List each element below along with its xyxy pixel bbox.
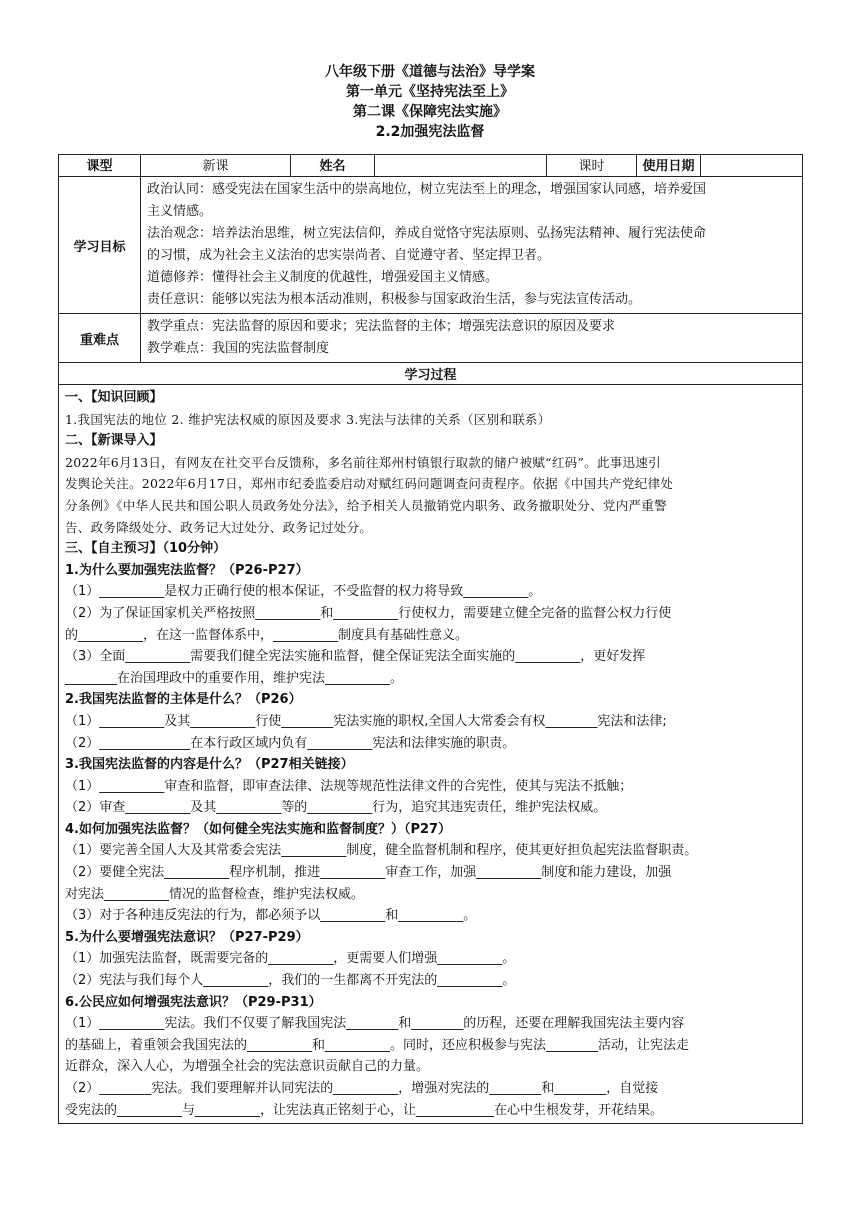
content-line: （1）__________及其__________行使________宪法实施的职权,全国人大常委会有权________宪法和法律; [65,713,667,729]
content-line: （2）宪法与我们每个人__________，我们的一生都离不开宪法的__________。 [65,973,516,989]
section-heading: 3.我国宪法监督的内容是什么？（P27相关链接） [65,757,354,773]
content-line: 受宪法的__________与__________，让宪法真正铭刻于心，让____________在心中生根发芽，开花结果。 [65,1102,664,1118]
content-line: 分条例》《中华人民共和国公职人员政务处分法》，给予相关人员撤销党内职务、政务撤职处分、党内严重警 [65,497,667,513]
section-heading: 4.如何加强宪法监督？（如何健全宪法实施和监督制度？）（P27） [65,821,452,837]
date-value[interactable] [701,155,803,177]
type-value: 新课 [141,155,291,177]
document-titles [0,62,860,142]
date-label: 使用日期 [637,155,701,177]
section-heading: 1.为什么要加强宪法监督？（P26-P27） [65,562,309,578]
content-line: 的基础上，着重领会我国宪法的__________和__________。同时，还应积极参与宪法________活动，让宪法走 [65,1037,690,1053]
process-body [59,385,803,1124]
title-line-2: 第一单元《坚持宪法至上》 [346,84,514,100]
difficulties-content [141,314,803,363]
content-line: （2）审查__________及其__________等的__________行为，追究其违宪责任，维护宪法权威。 [65,800,607,816]
process-title: 学习过程 [59,363,803,385]
content-line: 的__________，在这一监督体系中，__________制度具有基础性意义。 [65,627,469,643]
content-line: （2）要健全宪法__________程序机制，推进__________审查工作，加强__________制度和能力建设，加强 [65,865,672,881]
content-line: （1）__________宪法。我们不仅要了解我国宪法________和________的历程，还要在理解我国宪法主要内容 [65,1016,685,1032]
content-line: （3）对于各种违反宪法的行为，都必须予以__________和__________。 [65,908,477,924]
objective-line: 主义情感。 [147,204,213,219]
objective-line: 政治认同：感受宪法在国家生活中的崇高地位，树立宪法至上的理念，增强国家认同感，培养爱国 [147,182,707,197]
objective-line: 责任意识：能够以宪法为根本活动准则，积极参与国家政治生活，参与宪法宣传活动。 [147,292,642,307]
content-line: （1）要完善全国人大及其常委会宪法__________制度，健全监督机制和程序，使其更好担负起宪法监督职责。 [65,843,698,859]
content-line: （1）__________是权力正确行使的根本保证，不受监督的权力将导致__________。 [65,584,542,600]
header-row [59,155,803,177]
type-label: 课型 [59,155,141,177]
name-label: 姓名 [291,155,375,177]
content-line: 近群众，深入人心，为增强全社会的宪法意识贡献自己的力量。 [65,1059,430,1075]
section-heading: 一、【知识回顾】 [65,390,163,405]
difficulty-line: 教学难点：我国的宪法监督制度 [147,341,330,356]
content-line: 2022年6月13日，有网友在社交平台反馈称，多名前往郑州村镇银行取款的储户被赋“红码”。此事迅速引 [65,454,661,470]
content-line: （1）加强宪法监督，既需要完备的__________，更需要人们增强__________。 [65,951,516,967]
content-line: 发舆论关注。2022年6月17日，郑州市纪委监委启动对赋红码问题调查问责程序。依据《中国共产党纪律处 [65,476,674,492]
objective-line: 法治观念：培养法治思维，树立宪法信仰，养成自觉恪守宪法原则、弘扬宪法精神、履行宪法使命 [147,226,707,241]
title-line-4: 2.2加强宪法监督 [375,124,485,140]
name-value[interactable] [375,155,547,177]
content-line: 对宪法__________情况的监督检查，维护宪法权威。 [65,886,365,902]
section-heading: 6.公民应如何增强宪法意识？（P29-P31） [65,994,322,1010]
process-title-row [59,363,803,385]
content-line: （1）__________审查和监督，即审查法律、法规等规范性法律文件的合宪性，使其与宪法不抵触； [65,778,633,794]
title-line-3: 第二课《保障宪法实施》 [353,104,507,120]
content-line: （2）为了保证国家机关严格按照__________和__________行使权力，需要建立健全完备的监督公权力行使 [65,605,672,621]
content-line: （2）________宪法。我们要理解并认同宪法的__________，增强对宪法的________和________，自觉接 [65,1081,659,1096]
difficulties-label: 重难点 [59,314,141,363]
content-line: ________在治国理政中的重要作用，维护宪法__________。 [65,670,404,686]
section-heading: 三、【自主预习】（10分钟） [65,541,227,557]
content-line: 告、政务降级处分、政务记大过处分、政务记过处分。 [65,519,373,535]
period-label: 课时 [547,155,637,177]
section-heading: 5.为什么要增强宪法意识？（P27-P29） [65,929,309,945]
difficulties-row [59,314,803,363]
objectives-row [59,177,803,314]
section-heading: 2.我国宪法监督的主体是什么？（P26） [65,692,302,708]
objective-line: 道德修养：懂得社会主义制度的优越性，增强爱国主义情感。 [147,270,499,285]
content-line: （3）全面__________需要我们健全宪法实施和监督，健全保证宪法全面实施的__________，更好发挥 [65,649,646,665]
objectives-label: 学习目标 [59,177,141,314]
section-heading: 二、【新课导入】 [65,433,163,449]
study-guide-table [58,154,803,1124]
difficulty-line: 教学重点：宪法监督的原因和要求；宪法监督的主体；增强宪法意识的原因及要求 [147,319,616,334]
content-line: 1.我国宪法的地位 2. 维护宪法权威的原因及要求 3.宪法与法律的关系（区别和联系） [65,411,551,427]
objective-line: 的习惯，成为社会主义法治的忠实崇尚者、自觉遵守者、坚定捍卫者。 [147,248,551,263]
title-line-1: 八年级下册《道德与法治》导学案 [325,64,535,80]
objectives-content [141,177,803,314]
process-body-row [59,385,803,1124]
content-line: （2）______________在本行政区域内负有__________宪法和法律实施的职责。 [65,735,516,751]
